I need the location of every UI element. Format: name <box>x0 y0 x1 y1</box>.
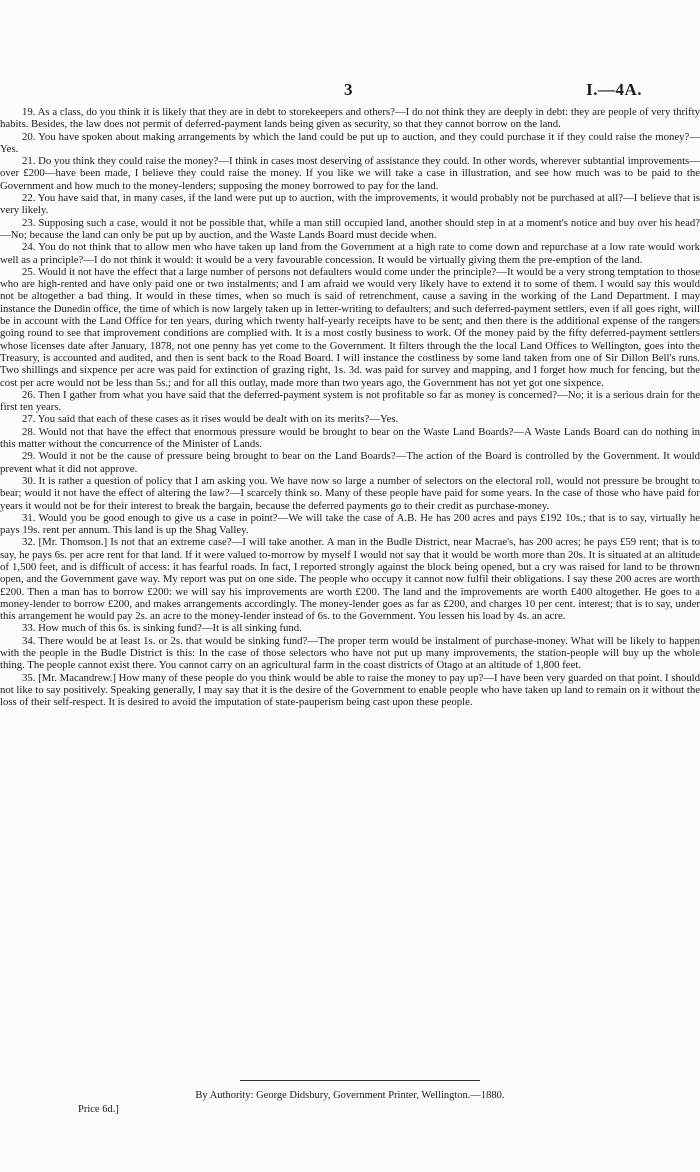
paragraph-32: 32. [Mr. Thomson.] Is not that an extreme case?—I will take another. A man in the Budle District, near Macrae's, has 200 acres; he pays £59 rent; that is to say, he pays 6s. per acre rent for that land. If it were valued to-morrow by myself I would not say that it would be worth more than 20s. It is situated at an altitude of 1,500 feet, and is difficult of access: it has fearful roads. In fact, I reported strongly against the block being opened, but a cry was raised for land to be thrown open, and the Government gave way. My report was put on one side. The people who occupy it cannot now fulfil their obligations. I say these 200 acres are worth £200. Then a man has to borrow £200: we will say his improvements are worth £200. The land and the improvements are worth £400 altogether. He goes to a money-lender to borrow £200, and makes arrangements accordingly. The money-lender goes as far as £200, and charges 10 per cent. interest; that is to say, under this arrangement he would pay 2s. an acre to the money-lender instead of 6s. to the Government. You lessen his load by 4s. an acre. <box>0 536 700 623</box>
paragraph-35: 35. [Mr. Macandrew.] How many of these people do you think would be able to raise the money to pay up?—I have been very guarded on that point. I should not like to say positively. Speaking generally, I may say that it is the desire of the Government to enable people who have taken up land to remain on it without the loss of their self-respect. It is desired to avoid the imputation of state-pauperism being cast upon these people. <box>0 671 700 709</box>
paragraph-28: 28. Would not that have the effect that enormous pressure would be brought to bear on the Waste Land Boards?—A Waste Lands Board can do nothing in this matter without the concurrence of the Minister of Lands. <box>0 425 700 451</box>
document-body <box>0 106 700 1082</box>
paragraph-24: 24. You do not think that to allow men who have taken up land from the Government at a high rate to come down and repurchase at a low rate would work well as a principle?—I do not think it would: it would be a very favourable concession. It would be virtually giving them the pre-emption of the land. <box>0 241 700 266</box>
paragraph-22: 22. You have said that, in many cases, if the land were put up to auction, with the improvements, it would probably not be purchased at all?—I believe that is very likely. <box>0 192 700 217</box>
paragraph-25: 25. Would it not have the effect that a large number of persons not defaulters would come under the principle?—It would be a very strong temptation to those who are high-rented and have only paid one or two instalments; and I am afraid we would very likely have to extend it to some of them. I would say this would not be altogether a bad thing. It would in these times, when so much is said of retrenchment, cause a saving in the working of the Land Department. I may instance the Dunedin office, the time of which is now largely taken up in letter-writing to defaulters; and such deferred-payment settlers, even if all goes right, will be in account with the Land Office for ten years, during which twenty half-yearly receipts have to be sent; and then there is the additional expense of the rangers going round to see that improvement conditions are complied with. It is a most costly business to work. Of the money paid by the fifty deferred-payment settlers whose licenses date after January, 1878, not one penny has yet come to the Government. It filters through the the local Land Offices to Wellington, goes into the Treasury, is accounted and audited, and then is sent back to the Road Board. I will instance the costliness by some land taken from one of Sir Dillon Bell's runs. Two shillings and sixpence per acre was paid for extinction of grazing right, 1s. 3d. was paid for survey and mapping, and I forget how much for fencing, but the cost per acre would not be less than 5s.; and for all this outlay, made more than two years ago, the Government has not yet got one sixpence. <box>0 265 700 389</box>
page-reference: I.—4A. <box>586 80 642 99</box>
paragraph-34: 34. There would be at least 1s. or 2s. that would be sinking fund?—The proper term would be instalment of purchase-money. What will be likely to happen with the people in the Budle District is this: In the case of those selectors who have not put up many improvements, the station-people will buy up the whole thing. The people cannot exist there. You cannot carry on an agricultural farm in the coast districts of Otago at an altitude of 1,800 feet. <box>0 634 700 672</box>
paragraph-21: 21. Do you think they could raise the money?—I think in cases most deserving of assistance they could. In other words, wherever subtantial improvements—over £200—have been made, I believe they could raise the money. If you like we will take a case in illustration, and see how much was to be paid to the Government and how much to the money-lenders; supposing the money borrowed to pay for the land. <box>0 155 700 192</box>
page-number: 3 <box>344 80 353 99</box>
paragraph-30: 30. It is rather a question of policy that I am asking you. We have now so large a number of selectors on the electoral roll, would not pressure be brought to bear; would it not have the effect of altering the law?—I scarcely think so. Many of these people have paid for some years. In the case of those who have paid for years it would not be for their interest to break the bargain, because the deferred payments go to their credit as purchase-money. <box>0 474 700 512</box>
paragraph-29: 29. Would it not be the cause of pressure being brought to bear on the Land Boards?—The action of the Board is controlled by the Government. It would prevent what it did not approve. <box>0 450 700 475</box>
price-note: Price 6d.] <box>78 1104 119 1115</box>
paragraph-23: 23. Supposing such a case, would it not be possible that, while a man still occupied land, another should step in at a moment's notice and buy over his head?—No; because the land can only be put up by auction, and the Waste Lands Board must decide when. <box>0 216 700 241</box>
footer-divider <box>240 1080 480 1081</box>
paragraph-33: 33. How much of this 6s. is sinking fund?—It is all sinking fund. <box>22 622 302 635</box>
printer-authority: By Authority: George Didsbury, Government Printer, Wellington.—1880. <box>195 1090 505 1101</box>
paragraph-19: 19. As a class, do you think it is likely that they are in debt to storekeepers and others?—I do not think they are deeply in debt: they are people of very thrifty habits. Besides, the law does not permit of deferred-payment lands being given as security, so that they cannot borrow on the land. <box>0 106 700 131</box>
paragraph-20: 20. You have spoken about making arrangements by which the land could be put up to auction, and they could purchase it if they could raise the money?—Yes. <box>0 130 700 155</box>
paragraph-27: 27. You said that each of these cases as it rises would be dealt with on its merits?—Yes. <box>22 413 399 426</box>
page-header <box>0 80 700 104</box>
paragraph-26: 26. Then I gather from what you have said that the deferred-payment system is not profitable so far as money is concerned?—No; it is a serious drain for the first ten years. <box>0 388 700 414</box>
paragraph-31: 31. Would you be good enough to give us a case in point?—We will take the case of A.B. He has 200 acres and pays £192 10s.; that is to say, virtually he pays 19s. rent per annum. This land is up the Shag Valley. <box>0 511 700 537</box>
